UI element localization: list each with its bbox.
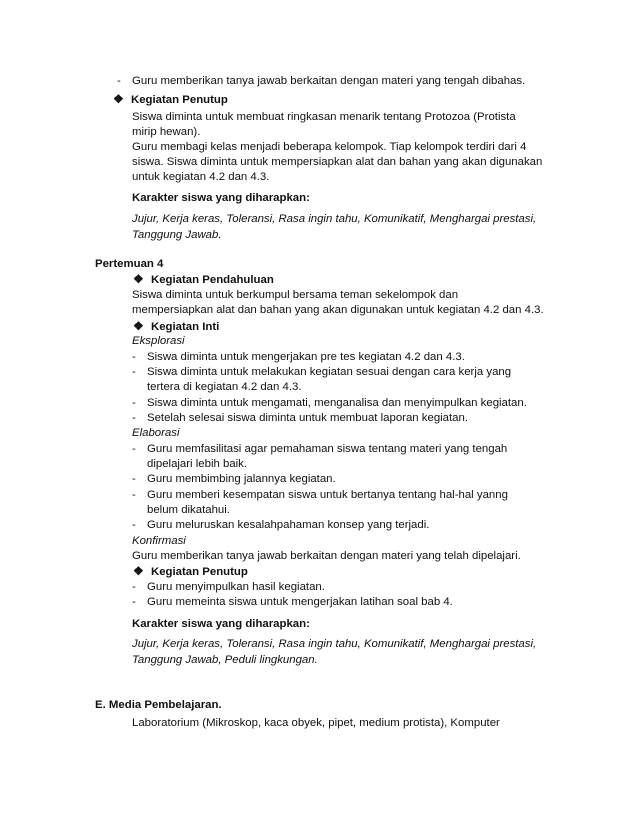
dash-bullet: - <box>132 351 136 363</box>
section-heading-text: Kegiatan Pendahuluan <box>151 274 274 286</box>
list-item-continuation: belum dikatahui. <box>147 504 230 516</box>
section-heading-text: Kegiatan Penutup <box>131 94 228 106</box>
list-item <box>132 595 453 610</box>
section-heading-pendahuluan <box>133 272 274 288</box>
karakter-line: Tanggung Jawab. <box>132 229 222 241</box>
dash-bullet: - <box>132 366 136 378</box>
list-item-continuation: dipelajari lebih baik. <box>147 458 248 470</box>
karakter-line: Jujur, Kerja keras, Toleransi, Rasa ingin tahu, Komunikatif, Menghargai prestasi, <box>132 638 537 650</box>
dash-bullet: - <box>132 519 136 531</box>
sub-label-konfirmasi: Konfirmasi <box>132 535 186 547</box>
diamond-bullet-icon: ❖ <box>133 564 144 578</box>
sub-label-elaborasi: Elaborasi <box>132 427 180 439</box>
paragraph-line: mirip hewan). <box>132 126 201 138</box>
diamond-bullet-icon: ❖ <box>113 92 124 106</box>
dash-bullet: - <box>117 75 121 87</box>
paragraph-line: siswa. Siswa diminta untuk mempersiapkan alat dan bahan yang akan digunakan <box>132 156 543 168</box>
paragraph-line: Guru memberikan tanya jawab berkaitan dengan materi yang telah dipelajari. <box>132 550 521 562</box>
list-item-text: Guru memberi kesempatan siswa untuk bertanya tentang hal-hal yanng <box>147 489 508 501</box>
sub-label-eksplorasi: Eksplorasi <box>132 335 185 347</box>
list-item <box>117 74 525 89</box>
dash-bullet: - <box>132 473 136 485</box>
list-item-text: Guru memfasilitasi agar pemahaman siswa tentang materi yang tengah <box>147 443 508 455</box>
list-item-text: Siswa diminta untuk mengamati, menganalisa dan menyimpulkan kegiatan. <box>147 397 527 409</box>
section-heading-penutup <box>133 564 248 580</box>
list-item <box>132 580 325 595</box>
list-item <box>132 411 468 426</box>
diamond-bullet-icon: ❖ <box>133 272 144 286</box>
list-item <box>132 442 507 457</box>
paragraph-line: Siswa diminta untuk berkumpul bersama teman sekelompok dan <box>132 289 459 301</box>
list-item-text: Guru meluruskan kesalahpahaman konsep yang terjadi. <box>147 519 430 531</box>
list-item <box>132 396 527 411</box>
list-item-text: Guru menyimpulkan hasil kegiatan. <box>147 581 325 593</box>
section-heading-text: Kegiatan Inti <box>151 321 220 333</box>
karakter-heading: Karakter siswa yang diharapkan: <box>132 618 310 630</box>
dash-bullet: - <box>132 596 136 608</box>
list-item-text: Siswa diminta untuk melakukan kegiatan sesuai dengan cara kerja yang <box>147 366 512 378</box>
paragraph-line: Siswa diminta untuk membuat ringkasan menarik tentang Protozoa (Protista <box>132 111 516 123</box>
section-heading-text: Kegiatan Penutup <box>151 566 248 578</box>
section-title-pertemuan-4: Pertemuan 4 <box>95 258 164 270</box>
list-item-text: Setelah selesai siswa diminta untuk membuat laporan kegiatan. <box>147 412 469 424</box>
karakter-line: Jujur, Kerja keras, Toleransi, Rasa ingin tahu, Komunikatif, Menghargai prestasi, <box>132 213 537 225</box>
dash-bullet: - <box>132 443 136 455</box>
dash-bullet: - <box>132 412 136 424</box>
dash-bullet: - <box>132 581 136 593</box>
section-heading-inti <box>133 319 219 335</box>
section-title-media: E. Media Pembelajaran. <box>95 699 222 711</box>
dash-bullet: - <box>132 397 136 409</box>
paragraph-line: untuk kegiatan 4.2 dan 4.3. <box>132 171 270 183</box>
paragraph-line: Guru membagi kelas menjadi beberapa kelompok. Tiap kelompok terdiri dari 4 <box>132 141 527 153</box>
list-item <box>132 365 511 380</box>
list-item <box>132 350 465 365</box>
paragraph-line: Laboratorium (Mikroskop, kaca obyek, pipet, medium protista), Komputer <box>132 717 500 729</box>
list-item-text: Siswa diminta untuk mengerjakan pre tes kegiatan 4.2 dan 4.3. <box>147 351 465 363</box>
list-item-text: Guru memeinta siswa untuk mengerjakan latihan soal bab 4. <box>147 596 453 608</box>
list-item <box>132 472 336 487</box>
karakter-heading: Karakter siswa yang diharapkan: <box>132 192 310 204</box>
list-item <box>132 518 429 533</box>
list-item <box>132 488 508 503</box>
list-item-continuation: tertera di kegiatan 4.2 dan 4.3. <box>147 381 302 393</box>
paragraph-line: mempersiapkan alat dan bahan yang akan digunakan untuk kegiatan 4.2 dan 4.3. <box>132 304 544 316</box>
section-heading-penutup <box>113 92 228 108</box>
dash-bullet: - <box>132 489 136 501</box>
list-item-text: Guru membimbing jalannya kegiatan. <box>147 473 336 485</box>
diamond-bullet-icon: ❖ <box>133 319 144 333</box>
list-item-text: Guru memberikan tanya jawab berkaitan dengan materi yang tengah dibahas. <box>132 75 526 87</box>
karakter-line: Tanggung Jawab, Peduli lingkungan. <box>132 654 318 666</box>
